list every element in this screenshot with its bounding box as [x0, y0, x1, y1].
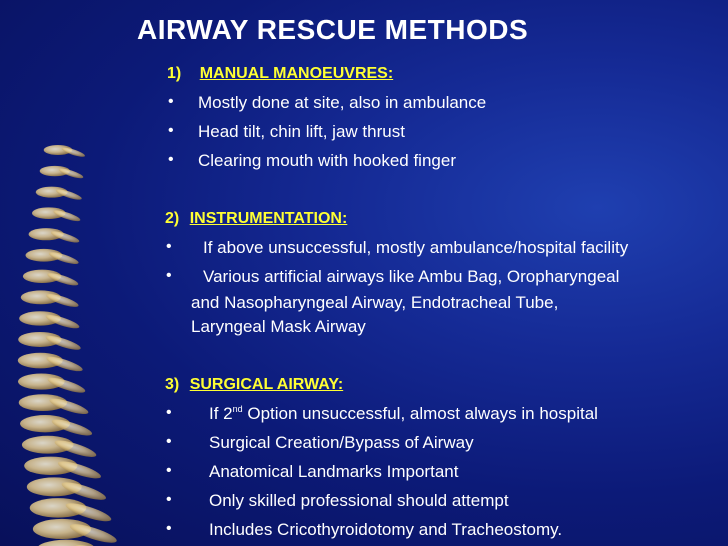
section-3-bullet: Includes Cricothyroidotomy and Tracheostomy.	[209, 520, 563, 539]
section-2-number: 2)	[165, 210, 180, 227]
section-3-title: SURGICAL AIRWAY:	[189, 376, 344, 393]
section-1-title: MANUAL MANOEUVRES:	[199, 65, 394, 82]
section-3-bullet	[209, 404, 598, 424]
section-2-bullet: Various artificial airways like Ambu Bag, Oropharyngeal	[203, 267, 620, 286]
bullet-text-part: Option unsuccessful, almost always in hospital	[242, 404, 598, 423]
bullet-marker: •	[166, 520, 172, 537]
section-2-bullet: If above unsuccessful, mostly ambulance/hospital facility	[203, 238, 629, 257]
section-2-title: INSTRUMENTATION:	[189, 210, 348, 227]
section-3-bullet: Anatomical Landmarks Important	[209, 462, 459, 481]
section-1-number: 1)	[167, 65, 182, 82]
section-2-bullet-continuation: Laryngeal Mask Airway	[191, 317, 366, 336]
section-3-bullet: Only skilled professional should attempt	[209, 491, 509, 510]
section-2-bullet-continuation: and Nasopharyngeal Airway, Endotracheal Tube,	[191, 293, 559, 312]
bullet-marker: •	[166, 491, 172, 508]
bullet-marker: •	[168, 122, 174, 139]
section-3-heading	[165, 375, 343, 395]
bullet-text-part: If 2	[209, 404, 233, 423]
section-1-bullet: Head tilt, chin lift, jaw thrust	[198, 122, 405, 141]
section-1-bullet: Mostly done at site, also in ambulance	[198, 93, 487, 112]
bullet-marker: •	[166, 462, 172, 479]
bullet-marker: •	[168, 151, 174, 168]
bullet-marker: •	[166, 404, 172, 421]
bullet-marker: •	[166, 238, 172, 255]
bullet-marker: •	[168, 93, 174, 110]
section-3-bullet: Surgical Creation/Bypass of Airway	[209, 433, 474, 452]
bullet-marker: •	[166, 433, 172, 450]
slide-title: AIRWAY RESCUE METHODS	[137, 14, 529, 45]
section-1-bullet: Clearing mouth with hooked finger	[198, 151, 456, 170]
bullet-marker: •	[166, 267, 172, 284]
section-2-heading	[165, 209, 347, 229]
section-3-number: 3)	[165, 376, 180, 393]
section-1-heading	[167, 64, 393, 84]
ordinal-superscript: nd	[232, 404, 243, 414]
